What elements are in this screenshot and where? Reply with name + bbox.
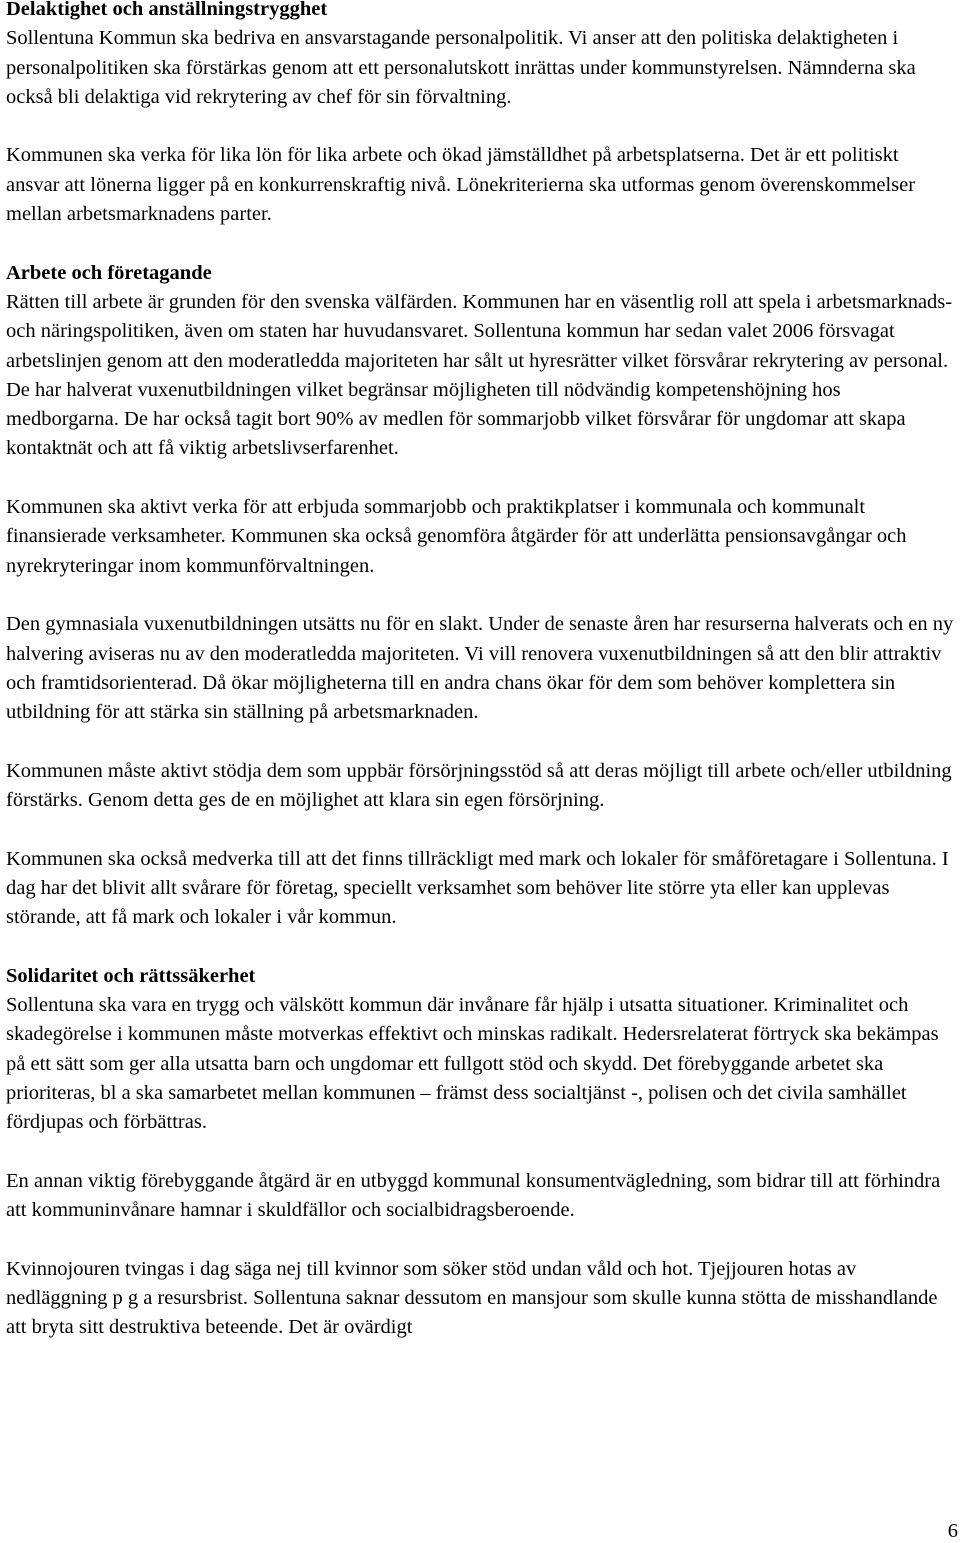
paragraph-gap [6,1138,956,1167]
section-heading-delaktighet: Delaktighet och anställningstrygghet [6,0,328,20]
paragraph: Kommunen ska också medverka till att det finns tillräckligt med mark och lokaler för småföretagare i Sollentuna. I dag har det blivit allt svårare för företag, speciellt verksamhet som behöver lite större yta eller kan upplevas störande, att få mark och lokaler i vår kommun. [6,847,949,929]
paragraph: Sollentuna ska vara en trygg och välskött kommun där invånare får hjälp i utsatta situationer. Kriminalitet och skadegörelse i kommunen måste motverkas effektivt och minskas radikalt. Hedersrelaterat förtryck ska bekämpas på ett sätt som ger alla utsatta barn och ungdomar ett fullgott stöd och skydd. Det förebyggande arbetet ska prioriteras, bl a ska samarbetet mellan kommunen – främst dess socialtjänst -, polisen och det civila samhället fördjupas och förbättras. [6,994,939,1134]
paragraph-gap [6,229,956,258]
paragraph-gap [6,581,956,610]
page-number: 6 [947,1520,958,1542]
paragraph-gap [6,464,956,493]
document-page [6,0,956,1343]
paragraph: Den gymnasiala vuxenutbildningen utsätts nu för en slakt. Under de senaste åren har resurserna halverats och en ny halvering aviseras nu av den moderatledda majoriteten. Vi vill renovera vuxenutbildningen så att den blir attraktiv och framtidsorienterad. Då ökar möjligheterna till en andra chans ökar för dem som behöver komplettera sin utbildning för att stärka sin ställning på arbetsmarknaden. [6,613,954,724]
paragraph-gap [6,933,956,962]
paragraph-gap [6,112,956,141]
paragraph-gap [6,815,956,844]
paragraph-gap [6,1225,956,1254]
paragraph: Kommunen måste aktivt stödja dem som uppbär försörjningsstöd så att deras möjligt till arbete och/eller utbildning förstärks. Genom detta ges de en möjlighet att klara sin egen försörjning. [6,759,952,812]
section-heading-arbete: Arbete och företagande [6,261,212,284]
section-heading-solidaritet: Solidaritet och rättssäkerhet [6,964,256,987]
paragraph: Kvinnojouren tvingas i dag säga nej till kvinnor som söker stöd undan våld och hot. Tjejjouren hotas av nedläggning p g a resursbrist. Sollentuna saknar dessutom en mansjour som skulle kunna stötta de misshandlande att bryta sitt destruktiva beteende. Det är ovärdigt [6,1257,938,1339]
paragraph: Kommunen ska verka för lika lön för lika arbete och ökad jämställdhet på arbetsplatserna. Det är ett politiskt ansvar att lönerna ligger på en konkurrenskraftig nivå. Lönekriterierna ska utformas genom överenskommelser mellan arbetsmarknadens parter. [6,144,916,226]
paragraph: Sollentuna Kommun ska bedriva en ansvarstagande personalpolitik. Vi anser att den politiska delaktigheten i personalpolitiken ska förstärkas genom att ett personalutskott inrättas under kommunstyrelsen. Nämnderna ska också bli delaktiga vid rekrytering av chef för sin förvaltning. [6,27,916,108]
paragraph-gap [6,727,956,756]
paragraph: En annan viktig förebyggande åtgärd är en utbyggd kommunal konsumentvägledning, som bidrar till att förhindra att kommuninvånare hamnar i skuldfällor och socialbidragsberoende. [6,1169,941,1222]
paragraph: Rätten till arbete är grunden för den svenska välfärden. Kommunen har en väsentlig roll att spela i arbetsmarknads- och näringspolitiken, även om staten har huvudansvaret. Sollentuna kommun har sedan valet 2006 försvagat arbetslinjen genom att den moderatledda majoriteten har sålt ut hyresrätter vilket försvårar rekrytering av personal. De har halverat vuxenutbildningen vilket begränsar möjligheten till nödvändig kompetenshöjning hos medborgarna. De har också tagit bort 90% av medlen för sommarjobb vilket försvårar för ungdomar att skapa kontaktnät och att få viktig arbetslivserfarenhet. [6,290,953,460]
paragraph: Kommunen ska aktivt verka för att erbjuda sommarjobb och praktikplatser i kommunala och kommunalt finansierade verksamheter. Kommunen ska också genomföra åtgärder för att underlätta pensionsavgångar och nyrekryteringar inom kommunförvaltningen. [6,496,907,577]
